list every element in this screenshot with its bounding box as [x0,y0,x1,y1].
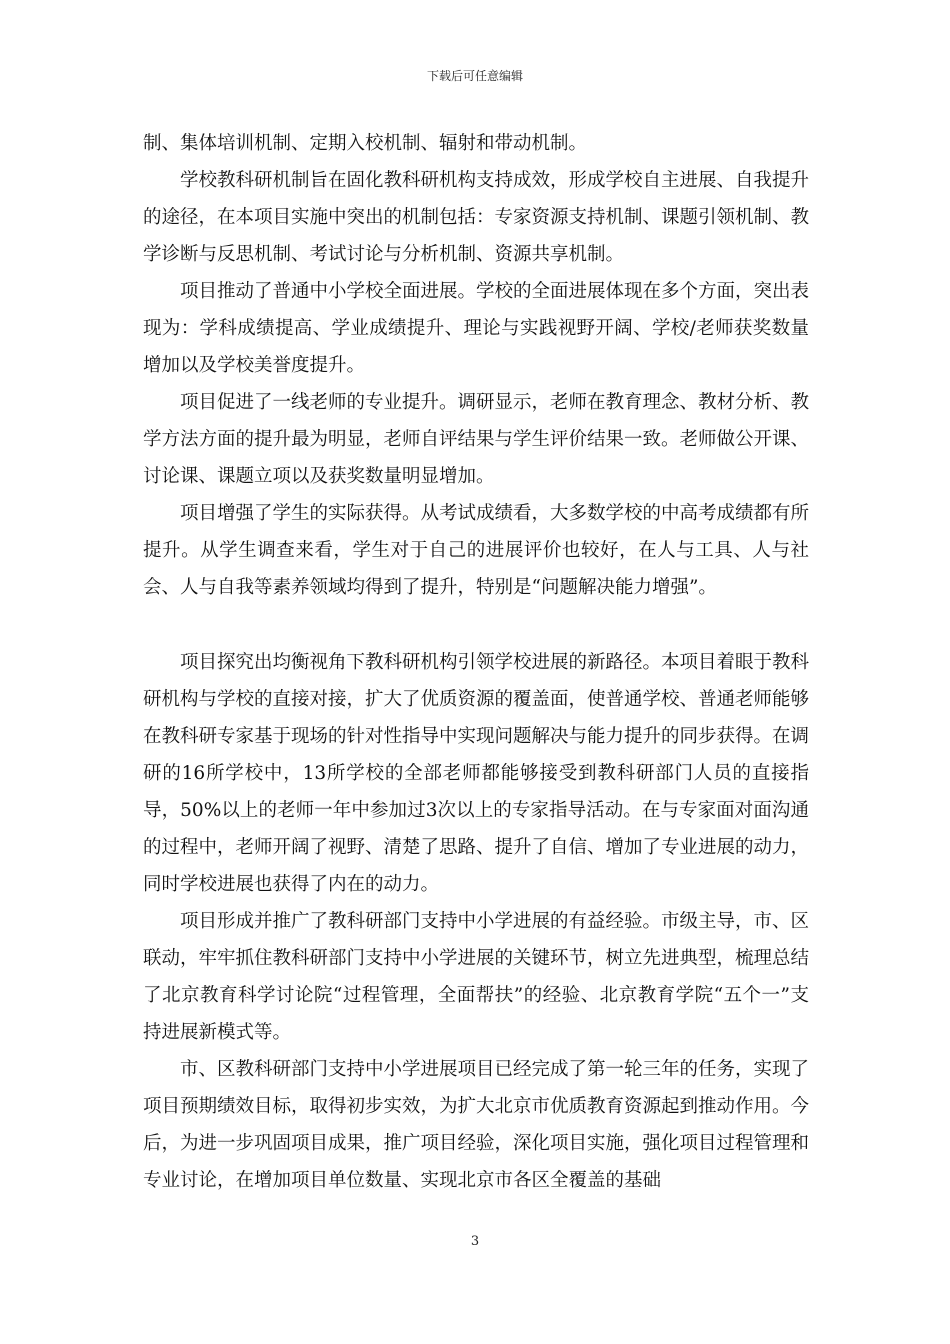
paragraph-experience: 项目形成并推广了教科研部门支持中小学进展的有益经验。市级主导，市、区联动，牢牢抓住教科研部门支持中小学进展的关键环节，树立先进典型，梳理总结了北京教育科学讨论院“过程管理，全面帮扶”的经验、北京教育学院“五个一”支持进展新模式等。 [143,911,810,1043]
paragraph-new-path: 项目探究出均衡视角下教科研机构引领学校进展的新路径。本项目着眼于教科研机构与学校的直接对接，扩大了优质资源的覆盖面，使普通学校、普通老师能够在教科研专家基于现场的针对性指导中实现问题解决与能力提升的同步获得。在调研的16所学校中，13所学校的全部老师都能够接受到教科研部门人员的直接指导，50%以上的老师一年中参加过3次以上的专家指导活动。在与专家面对面沟通的过程中，老师开阔了视野、清楚了思路、提升了自信、增加了专业进展的动力，同时学校进展也获得了内在的动力。 [143,652,810,895]
paragraph-school-mechanism: 学校教科研机制旨在固化教科研机构支持成效，形成学校自主进展、自我提升的途径，在本项目实施中突出的机制包括：专家资源支持机制、课题引领机制、教学诊断与反思机制、考试讨论与分析机制、资源共享机制。 [143,170,810,265]
paragraph-continuation: 制、集体培训机制、定期入校机制、辐射和带动机制。 [143,133,588,154]
paragraph-gap [143,606,809,644]
paragraph-school-development: 项目推动了普通中小学校全面进展。学校的全面进展体现在多个方面，突出表现为：学科成绩提高、学业成绩提升、理论与实践视野开阔、学校/老师获奖数量增加以及学校美誉度提升。 [143,281,810,376]
paragraph-outlook: 市、区教科研部门支持中小学进展项目已经完成了第一轮三年的任务，实现了项目预期绩效目标，取得初步实效，为扩大北京市优质教育资源起到推动作用。今后，为进一步巩固项目成果，推广项目经验，深化项目实施，强化项目过程管理和专业讨论，在增加项目单位数量、实现北京市各区全覆盖的基础 [143,1059,810,1191]
paragraph-teacher-improvement: 项目促进了一线老师的专业提升。调研显示，老师在教育理念、教材分析、教学方法方面的提升最为明显，老师自评结果与学生评价结果一致。老师做公开课、讨论课、课题立项以及获奖数量明显增加。 [143,392,810,487]
page-header: 下载后可任意编辑 [426,69,523,83]
page-number: 3 [470,1234,480,1249]
document-body [143,125,809,1199]
paragraph-student-gains: 项目增强了学生的实际获得。从考试成绩看，大多数学校的中高考成绩都有所提升。从学生调查来看，学生对于自己的进展评价也较好，在人与工具、人与社会、人与自我等素养领域均得到了提升，特别是“问题解决能力增强”。 [143,503,810,598]
